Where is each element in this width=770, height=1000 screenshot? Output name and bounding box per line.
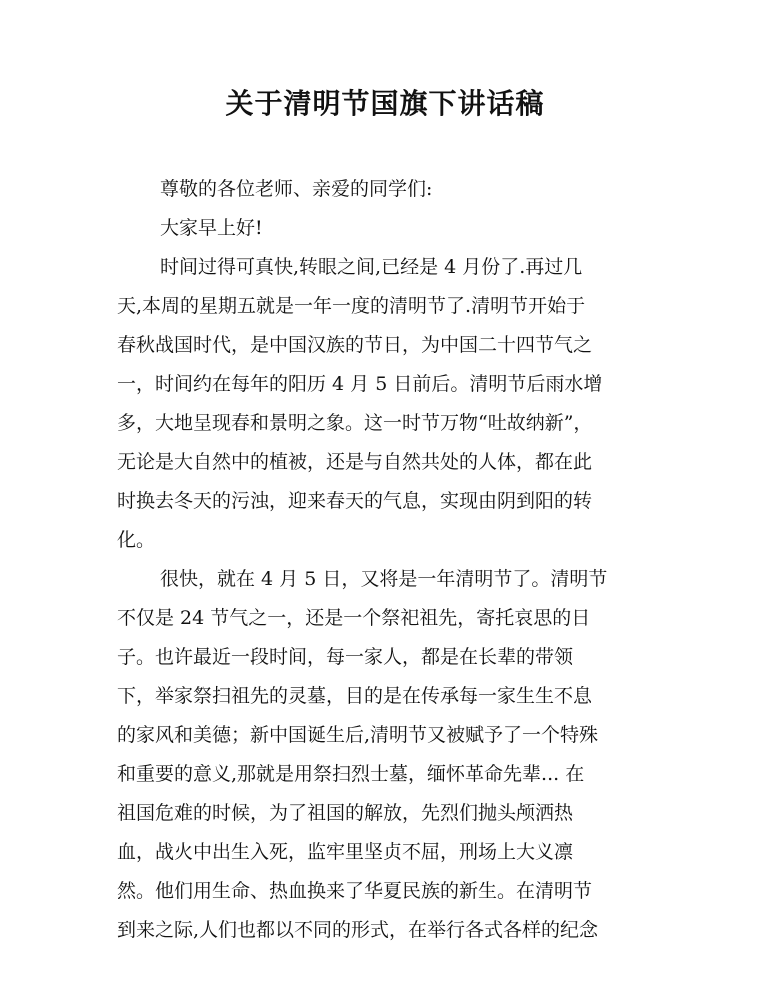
- document-body: [117, 170, 657, 950]
- paragraph-line: 很快，就在 4 月 5 日，又将是一年清明节了。清明节: [160, 568, 608, 590]
- paragraph-line: 时换去冬天的污浊，迎来春天的气息，实现由阴到阳的转: [117, 490, 593, 512]
- paragraph-line: 时间过得可真快,转眼之间,已经是 4 月份了.再过几: [160, 256, 583, 278]
- paragraph-line: 血，战火中出生入死，监牢里坚贞不屈，刑场上大义凛: [117, 841, 574, 863]
- paragraph-line: 子。也许最近一段时间，每一家人，都是在长辈的带领: [117, 646, 574, 668]
- paragraph-line: 化。: [117, 529, 156, 551]
- paragraph-line: 和重要的意义,那就是用祭扫烈士墓，缅怀革命先辈... 在: [117, 763, 585, 785]
- paragraph-line: 下，举家祭扫祖先的灵墓，目的是在传承每一家生生不息: [117, 685, 593, 707]
- paragraph-line: 不仅是 24 节气之一，还是一个祭祀祖先，寄托哀思的日: [117, 607, 591, 629]
- document-title: 关于清明节国旗下讲话稿: [225, 87, 545, 120]
- paragraph-line: 多，大地呈现春和景明之象。这一时节万物“吐故纳新”，: [117, 412, 593, 434]
- paragraph-line: 祖国危难的时候，为了祖国的解放，先烈们抛头颅洒热: [117, 802, 574, 824]
- paragraph-line: 然。他们用生命、热血换来了华夏民族的新生。在清明节: [117, 880, 593, 902]
- paragraph-line: 一，时间约在每年的阳历 4 月 5 日前后。清明节后雨水增: [117, 373, 603, 395]
- greeting-line: 大家早上好!: [160, 217, 263, 239]
- paragraph-line: 无论是大自然中的植被，还是与自然共处的人体，都在此: [117, 451, 593, 473]
- paragraph-line: 的家风和美德；新中国诞生后,清明节又被赋予了一个特殊: [117, 724, 599, 746]
- paragraph-line: 天,本周的星期五就是一年一度的清明节了.清明节开始于: [117, 295, 586, 317]
- greeting-line: 尊敬的各位老师、亲爱的同学们:: [160, 178, 433, 200]
- paragraph-line: 春秋战国时代，是中国汉族的节日，为中国二十四节气之: [117, 334, 593, 356]
- paragraph-line: 到来之际,人们也都以不同的形式，在举行各式各样的纪念: [117, 919, 599, 941]
